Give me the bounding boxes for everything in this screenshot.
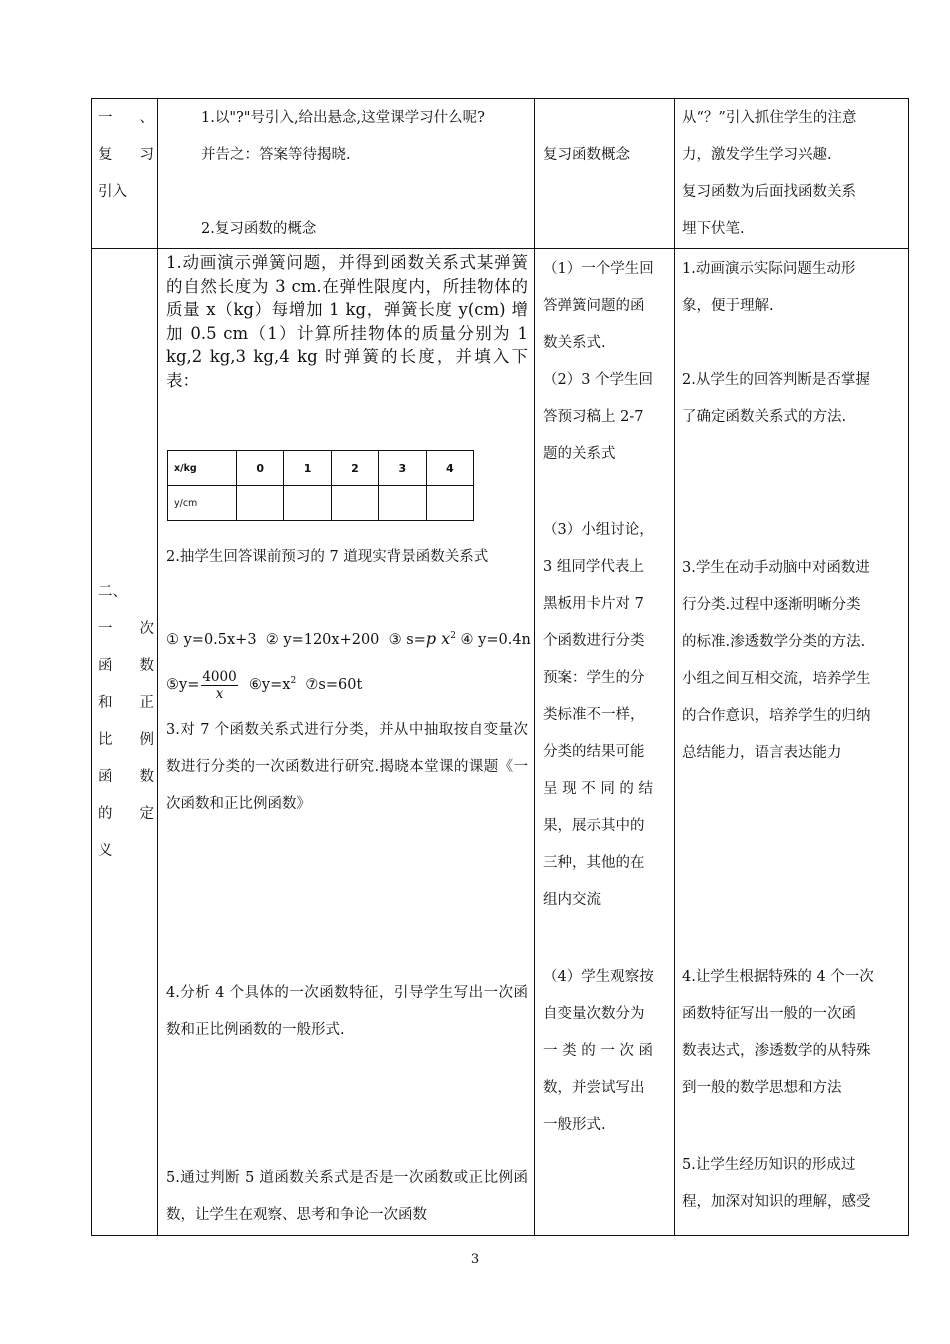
table-cell — [426, 486, 473, 521]
table-border-bottom — [91, 1235, 909, 1236]
student-text: 数，并尝试写出 — [543, 1080, 645, 1096]
intent-text: 力，激发学生学习兴趣. — [682, 147, 832, 163]
table-cell — [331, 486, 378, 521]
table-cell — [284, 486, 331, 521]
student-activity-1 — [543, 251, 669, 473]
formula-superscript: 2 — [450, 631, 456, 642]
stage-line: 复 习 — [98, 147, 154, 163]
fraction-numerator: 4000 — [202, 668, 237, 685]
intent-text: 程，加深对知识的理解，感受 — [682, 1194, 871, 1210]
formula: ④ y=0.4n — [460, 632, 531, 648]
table-row — [168, 451, 474, 486]
formula: ⑦s=60t — [305, 677, 363, 693]
teacher-spring-problem — [166, 251, 528, 392]
stage-line: 引入 — [98, 184, 127, 200]
intent-text: 5.让学生经历知识的形成过 — [682, 1157, 856, 1173]
page-number: 3 — [470, 1252, 480, 1267]
intent-text: 复习函数为后面找函数关系 — [682, 184, 856, 200]
teacher-text: 5.通过判断 5 道函数关系式是否是一次函数或正比例函数，让学生在观察、思考和争论一次函数 — [166, 1170, 528, 1223]
table-cell — [237, 486, 284, 521]
student-text: 自变量次数分为 — [543, 1006, 645, 1022]
table-divider-student — [674, 98, 675, 1236]
stage-line: 一、 — [98, 110, 154, 126]
student-activity-4 — [543, 959, 669, 1144]
intent-text: 函数特征写出一般的一次函 — [682, 1006, 856, 1022]
intent-4 — [682, 959, 906, 1107]
intent-text: 总结能力，语言表达能力 — [682, 745, 842, 761]
table-divider-stage — [157, 98, 158, 1236]
student-text: 呈 现 不 同 的 结 — [543, 781, 654, 797]
table-divider-teacher — [534, 98, 535, 1236]
intent-text: 到一般的数学思想和方法 — [682, 1080, 842, 1096]
intent-text: 数表达式，渗透数学的从特殊 — [682, 1043, 871, 1059]
formula: ⑤y= — [166, 677, 200, 693]
student-text: （1）一个学生回 — [543, 261, 654, 277]
student-text: 复习函数概念 — [543, 147, 630, 163]
student-text: 个函数进行分类 — [543, 633, 645, 649]
fraction-denominator: x — [215, 685, 224, 702]
student-text: （3）小组讨论， — [543, 522, 654, 538]
student-text: 一般形式. — [543, 1117, 606, 1133]
intent-5 — [682, 1147, 906, 1221]
teacher-text: 2.抽学生回答课前预习的 7 道现实背景函数关系式 — [166, 549, 489, 565]
formula: ⑥y=x — [248, 677, 291, 693]
student-text: 分类的结果可能 — [543, 744, 645, 760]
table-row-divider — [91, 248, 909, 249]
student-text: 预案：学生的分 — [543, 670, 645, 686]
intent-text: 象，便于理解. — [682, 298, 774, 314]
teacher-text: 3.对 7 个函数关系式进行分类，并从中抽取按自变量次数进行分类的一次函数进行研究.揭晓本堂课的课题《一次函数和正比例函数》 — [166, 722, 528, 812]
formula: ① y=0.5x+3 — [166, 632, 257, 648]
intent-1-2 — [682, 251, 906, 436]
formula: ③ s= — [388, 632, 426, 648]
teacher-cell-review — [165, 100, 529, 248]
stage-cell-definition — [98, 574, 154, 870]
teacher-text: 4.分析 4 个具体的一次函数特征，引导学生写出一次函数和正比例函数的一般形式. — [166, 985, 528, 1038]
teacher-text: 2.复习函数的概念 — [201, 221, 317, 237]
student-text: 答预习稿上 2-7 — [543, 409, 644, 425]
table-header-cell: 0 — [237, 451, 284, 486]
intent-text: 4.让学生根据特殊的 4 个一次 — [682, 969, 874, 985]
intent-text: 埋下伏笔. — [682, 221, 745, 237]
student-text: 3 组同学代表上 — [543, 559, 644, 575]
table-border-left — [91, 98, 92, 1236]
formula-line-2 — [166, 665, 528, 705]
intent-3 — [682, 550, 906, 772]
teacher-text: 并告之：答案等待揭晓. — [201, 147, 351, 163]
teacher-text: 1.动画演示弹簧问题，并得到函数关系式某弹簧的自然长度为 3 cm.在弹性限度内，所挂物体的质量 x（kg）每增加 1 kg，弹簧长度 y(cm) 增加 0.5 cm（1）计算所挂物体的质量分别为 1 kg,2 kg,3 kg,4 kg 时弹簧的长度，并填入下表： — [166, 253, 528, 390]
stage-line: 函 数 — [98, 658, 154, 674]
intent-text: 的标准.渗透数学分类的方法. — [682, 634, 866, 650]
table-border-right — [908, 98, 909, 1236]
table-cell — [379, 486, 426, 521]
student-cell-review — [543, 137, 671, 174]
stage-line: 和 正 — [98, 695, 154, 711]
spring-length-table — [167, 450, 474, 521]
teacher-general-form — [166, 975, 528, 1049]
student-text: 一 类 的 一 次 函 — [543, 1043, 654, 1059]
stage-cell-review — [98, 100, 154, 211]
formula: ② y=120x+200 — [265, 632, 380, 648]
intent-text: 的合作意识，培养学生的归纳 — [682, 708, 871, 724]
student-text: 类标准不一样， — [543, 707, 645, 723]
intent-cell-review — [682, 100, 904, 248]
table-row-label: y/cm — [168, 486, 237, 521]
student-text: 答弹簧问题的函 — [543, 298, 645, 314]
table-header-cell: x/kg — [168, 451, 237, 486]
intent-text: 2.从学生的回答判断是否掌握 — [682, 372, 870, 388]
teacher-text: 1.以"?"号引入,给出悬念,这堂课学习什么呢? — [201, 110, 485, 126]
student-text: 题的关系式 — [543, 446, 616, 462]
intent-text: 行分类.过程中逐渐明晰分类 — [682, 597, 861, 613]
formula-line-1 — [166, 620, 534, 659]
table-header-cell: 1 — [284, 451, 331, 486]
intent-text: 1.动画演示实际问题生动形 — [682, 261, 856, 277]
stage-line: 二、 — [98, 584, 127, 600]
teacher-judgement — [166, 1160, 528, 1234]
student-text: 组内交流 — [543, 892, 601, 908]
student-text: 黑板用卡片对 7 — [543, 596, 644, 612]
student-text: （4）学生观察按 — [543, 969, 654, 985]
student-text: 数关系式. — [543, 335, 606, 351]
formula: p x — [425, 629, 451, 648]
student-activity-3 — [543, 512, 669, 919]
table-row — [168, 486, 474, 521]
table-header-cell: 2 — [331, 451, 378, 486]
stage-line: 的 定 — [98, 806, 154, 822]
table-header-cell: 4 — [426, 451, 473, 486]
stage-line: 一 次 — [98, 621, 154, 637]
stage-line: 义 — [98, 843, 113, 859]
teacher-classification — [166, 712, 528, 823]
student-text: 三种，其他的在 — [543, 855, 645, 871]
table-header-cell: 3 — [379, 451, 426, 486]
stage-line: 比 例 — [98, 732, 154, 748]
intent-text: 了确定函数关系式的方法. — [682, 409, 847, 425]
fraction — [201, 669, 237, 702]
student-text: （2）3 个学生回 — [543, 372, 654, 388]
intent-text: 小组之间互相交流，培养学生 — [682, 671, 871, 687]
stage-line: 函 数 — [98, 769, 154, 785]
formula-superscript: 2 — [290, 676, 297, 687]
intent-text: 从“？”引入抓住学生的注意 — [682, 110, 857, 126]
student-text: 果，展示其中的 — [543, 818, 645, 834]
intent-text: 3.学生在动手动脑中对函数进 — [682, 560, 870, 576]
teacher-preview-question — [166, 539, 528, 576]
